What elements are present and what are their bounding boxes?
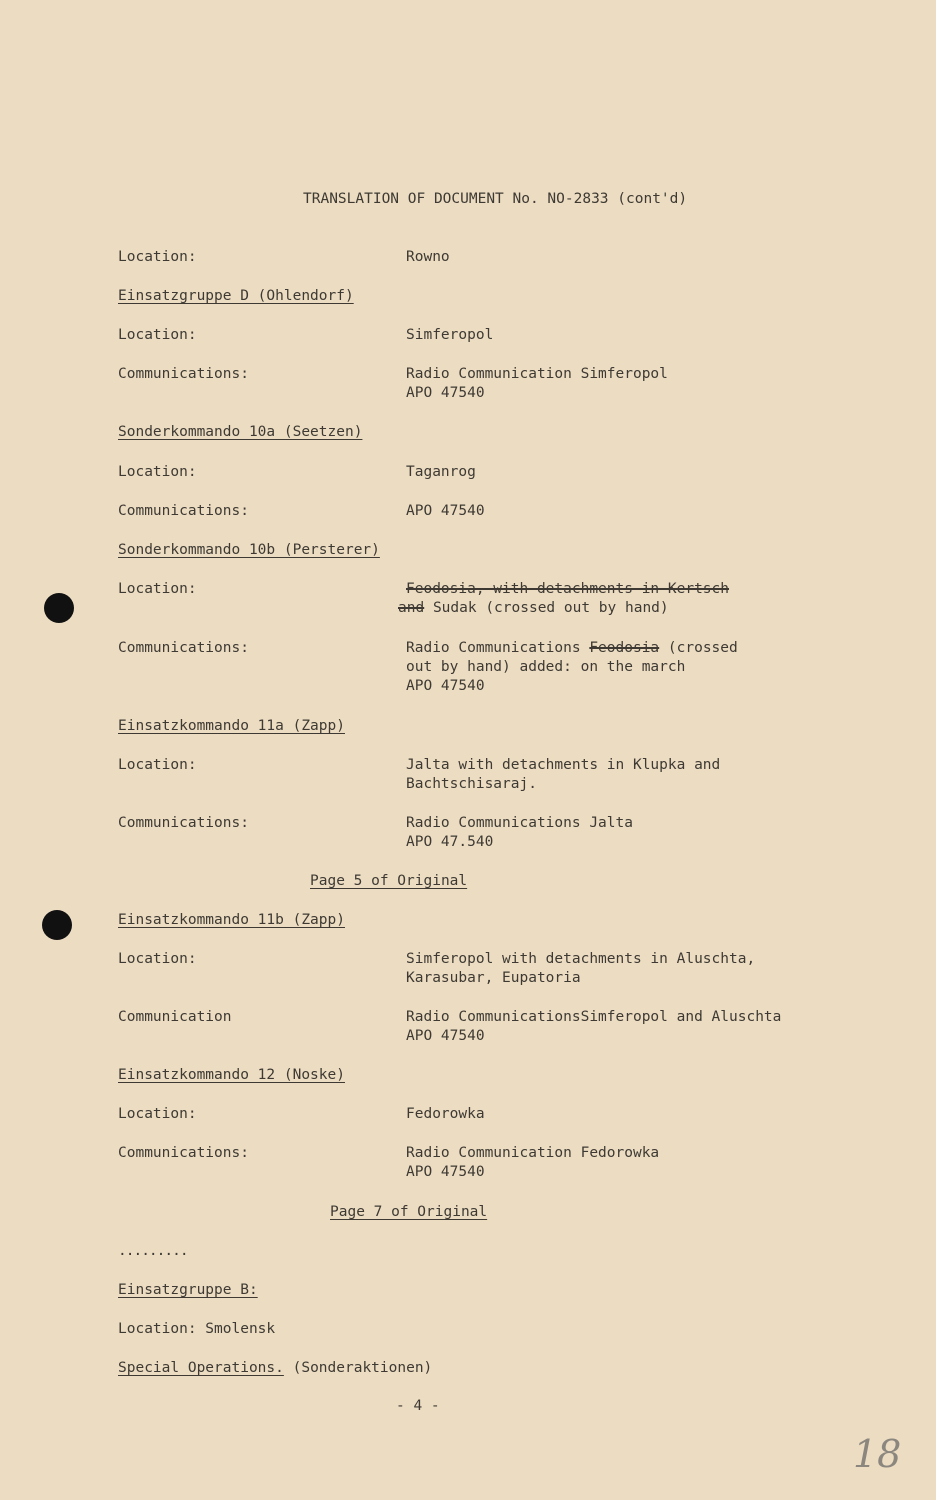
location-label: Location: — [118, 1106, 197, 1122]
page-reference: Page 7 of Original — [330, 1204, 488, 1220]
unit-heading: Sonderkommando 10b (Persterer) — [118, 542, 380, 558]
location-value: Simferopol — [406, 327, 494, 343]
location-value: Fedorowka — [406, 1106, 485, 1122]
location-label: Location: — [118, 757, 197, 773]
struck-location-text: Feodosia, with detachments in Kertsch — [406, 581, 730, 597]
punch-hole — [42, 910, 72, 940]
location-value: Simferopol with detachments in Aluschta, — [406, 951, 756, 967]
struck-place-text: Feodosia — [589, 640, 660, 656]
communications-label: Communications: — [118, 366, 249, 382]
communications-label: Communications: — [118, 1145, 249, 1161]
omission-dots: ......... — [118, 1243, 188, 1259]
communications-value-continued: out by hand) added: on the march — [406, 659, 686, 675]
communications-value: Radio Communications Jalta — [406, 815, 633, 831]
communications-label: Communications: — [118, 640, 249, 656]
page-reference: Page 5 of Original — [310, 873, 468, 889]
communications-value: Radio Communication Simferopol — [406, 366, 668, 382]
document-title: TRANSLATION OF DOCUMENT No. NO-2833 (cont'd) — [303, 191, 688, 207]
punch-hole — [44, 593, 74, 623]
location-remainder: Sudak (crossed out by hand) — [432, 600, 669, 616]
apo-number: APO 47540 — [406, 385, 485, 401]
location-label: Location: — [118, 951, 197, 967]
special-operations-label: Special Operations. — [118, 1360, 284, 1376]
location-value: Jalta with detachments in Klupka and — [406, 757, 721, 773]
apo-number: APO 47540 — [406, 1164, 485, 1180]
location-value: Rowno — [406, 249, 450, 265]
special-operations-line — [118, 1359, 432, 1378]
page-number: - 4 - — [396, 1398, 440, 1414]
communications-value: Radio Communication Fedorowka — [406, 1145, 660, 1161]
communications-prefix: Radio Communications — [406, 640, 590, 656]
communications-value — [406, 639, 738, 658]
apo-number: APO 47540 — [406, 1028, 485, 1044]
communications-value: Radio CommunicationsSimferopol and Aluschta — [406, 1009, 782, 1025]
unit-heading: Einsatzkommando 11a (Zapp) — [118, 718, 345, 734]
location-value-continued: Bachtschisaraj. — [406, 776, 537, 792]
communications-suffix: (crossed — [659, 640, 738, 656]
apo-number: APO 47540 — [406, 503, 485, 519]
struck-and-text: and — [398, 600, 425, 616]
communications-label: Communications: — [118, 815, 249, 831]
unit-heading: Einsatzkommando 11b (Zapp) — [118, 912, 345, 928]
unit-heading: Einsatzkommando 12 (Noske) — [118, 1067, 345, 1083]
apo-number: APO 47540 — [406, 678, 485, 694]
location-label: Location: — [118, 327, 197, 343]
group-heading: Einsatzgruppe B: — [118, 1282, 258, 1298]
location-line: Location: Smolensk — [118, 1321, 276, 1337]
communications-label: Communications: — [118, 503, 249, 519]
location-value-continued: Karasubar, Eupatoria — [406, 970, 581, 986]
unit-heading: Einsatzgruppe D (Ohlendorf) — [118, 288, 354, 304]
special-operations-german: (Sonderaktionen) — [283, 1360, 433, 1376]
location-label: Location: — [118, 464, 197, 480]
communication-label: Communication — [118, 1009, 232, 1025]
location-value: Taganrog — [406, 464, 476, 480]
location-label: Location: — [118, 581, 197, 597]
handwritten-folio-number: 18 — [853, 1432, 902, 1476]
apo-number: APO 47.540 — [406, 834, 494, 850]
location-label: Location: — [118, 249, 197, 265]
location-value — [398, 599, 669, 618]
unit-heading: Sonderkommando 10a (Seetzen) — [118, 424, 363, 440]
